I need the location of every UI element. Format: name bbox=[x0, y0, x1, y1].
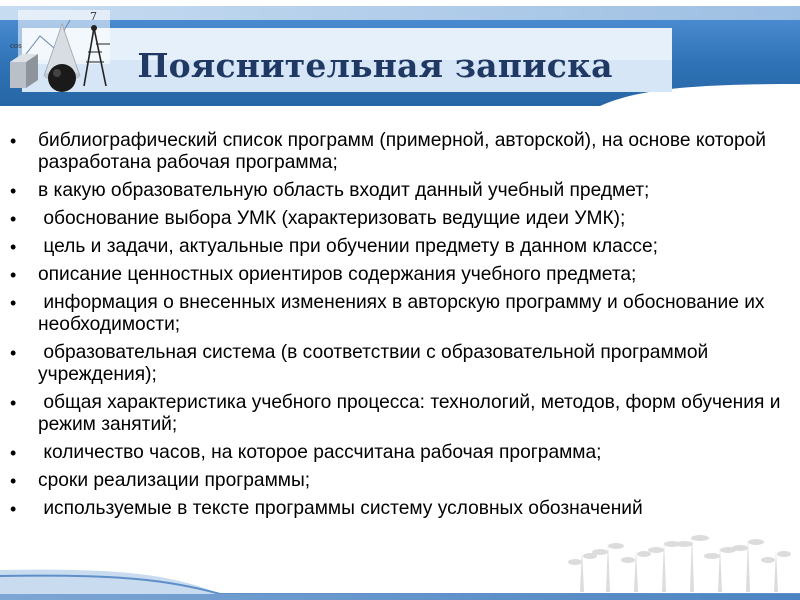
bullet-icon: • bbox=[10, 181, 17, 201]
list-item-text: информация о внесенных изменениях в авторскую программу и обоснование их необходимости; bbox=[38, 292, 770, 335]
bullet-icon: • bbox=[10, 293, 17, 313]
list-item bbox=[10, 180, 792, 202]
list-item-text: образовательная система (в соответствии с образовательной программой учреждения); bbox=[38, 342, 714, 385]
bullet-icon: • bbox=[10, 393, 17, 413]
list-item bbox=[10, 442, 792, 464]
list-item bbox=[10, 130, 792, 174]
bullet-icon: • bbox=[10, 131, 17, 151]
bullet-icon: • bbox=[10, 265, 17, 285]
list-item bbox=[10, 470, 792, 492]
plants-icon bbox=[568, 534, 791, 592]
list-item bbox=[10, 292, 792, 336]
bullet-list bbox=[10, 130, 792, 526]
bullet-icon: • bbox=[10, 471, 17, 491]
list-item-text: сроки реализации программы; bbox=[38, 470, 311, 491]
bullet-icon: • bbox=[10, 209, 17, 229]
bullet-icon: • bbox=[10, 343, 17, 363]
bullet-icon: • bbox=[10, 499, 17, 519]
list-item-text: количество часов, на которое рассчитана рабочая программа; bbox=[38, 442, 602, 463]
list-item-text: используемые в тексте программы систему условных обозначений bbox=[38, 498, 643, 519]
list-item-text: библиографический список программ (примерной, авторской), на основе которой разработана рабочая программа; bbox=[38, 130, 772, 173]
cos-label: cos bbox=[10, 42, 22, 50]
bullet-icon: • bbox=[10, 237, 17, 257]
list-item-text: цель и задачи, актуальные при обучении предмету в данном классе; bbox=[38, 236, 659, 257]
list-item bbox=[10, 498, 792, 520]
list-item-text: обоснование выбора УМК (характеризовать ведущие идеи УМК); bbox=[38, 208, 626, 229]
title-banner bbox=[0, 6, 800, 118]
geometry-shapes-icon bbox=[0, 6, 118, 94]
number-label: 7 bbox=[90, 10, 97, 23]
bullet-icon: • bbox=[10, 443, 17, 463]
list-item bbox=[10, 236, 792, 258]
bottom-decoration bbox=[0, 520, 800, 600]
list-item-text: общая характеристика учебного процесса: технологий, методов, форм обучения и режим занятий; bbox=[38, 392, 786, 435]
list-item-text: в какую образовательную область входит данный учебный предмет; bbox=[38, 180, 650, 201]
list-item bbox=[10, 208, 792, 230]
list-item-text: описание ценностных ориентиров содержания учебного предмета; bbox=[38, 264, 637, 285]
page-title: Пояснительная записка bbox=[137, 46, 613, 85]
list-item bbox=[10, 264, 792, 286]
list-item bbox=[10, 392, 792, 436]
list-item bbox=[10, 342, 792, 386]
